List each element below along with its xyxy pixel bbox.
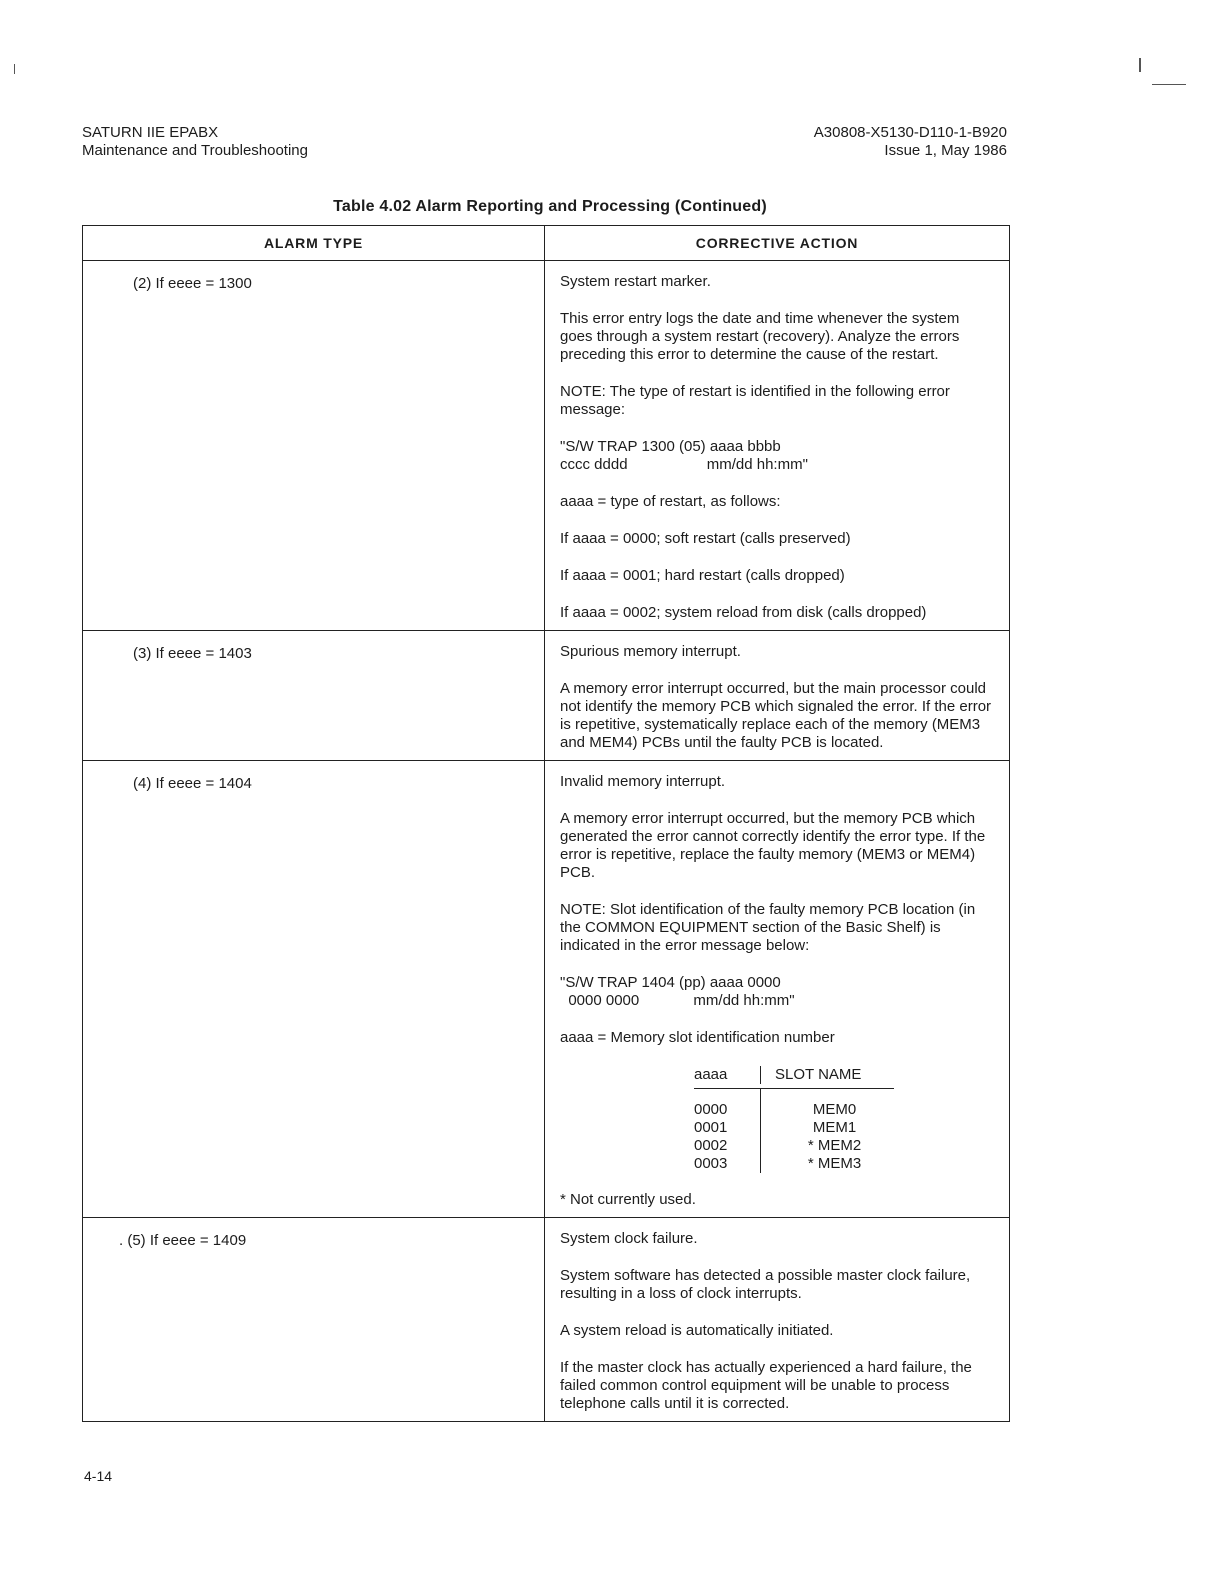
scan-mark <box>14 64 15 74</box>
slot-name: * MEM2 <box>807 1137 862 1154</box>
slot-table-body <box>694 1089 894 1173</box>
table-row <box>83 1218 1009 1421</box>
alarm-type-cell: (3) If eeee = 1403 <box>83 631 545 760</box>
document-number: A30808-X5130-D110-1-B920 <box>813 124 1007 141</box>
table-row <box>83 761 1009 1218</box>
corrective-action-cell <box>545 1218 1009 1421</box>
action-text: If aaaa = 0001; hard restart (calls dropped) <box>560 567 845 584</box>
table-header-row <box>83 226 1009 261</box>
alarm-type-cell: . (5) If eeee = 1409 <box>83 1218 545 1421</box>
manual-section: Maintenance and Troubleshooting <box>82 142 308 159</box>
slot-name-header: SLOT NAME <box>775 1066 862 1083</box>
action-text: If aaaa = 0000; soft restart (calls preserved) <box>560 530 851 547</box>
slot-name: * MEM3 <box>807 1155 862 1172</box>
action-text: A memory error interrupt occurred, but the memory PCB which generated the error cannot correctly identify the error type. If the error is repetitive, replace the faulty memory (MEM3 or MEM4) PCB. <box>560 810 986 881</box>
action-text: This error entry logs the date and time whenever the system goes through a system restart (recovery). Analyze the errors preceding this error to determine the cause of the restart. <box>560 310 960 363</box>
table-row <box>83 631 1009 761</box>
alarm-type-cell: (2) If eeee = 1300 <box>83 261 545 630</box>
slot-name: MEM0 <box>812 1101 857 1118</box>
product-name: SATURN IIE EPABX <box>82 124 219 141</box>
slot-code: 0001 <box>694 1119 761 1137</box>
issue-date: Issue 1, May 1986 <box>884 142 1007 159</box>
footnote: * Not currently used. <box>560 1191 696 1208</box>
slot-table-header <box>694 1066 894 1089</box>
action-text: Spurious memory interrupt. <box>560 643 741 660</box>
action-note: NOTE: The type of restart is identified in the following error message: <box>560 383 950 418</box>
alarm-type-cell: (4) If eeee = 1404 <box>83 761 545 1217</box>
page-number: 4-14 <box>84 1468 113 1484</box>
alarm-table <box>82 225 1010 1422</box>
slot-code: 0003 <box>694 1155 761 1173</box>
running-header-right <box>814 124 1007 160</box>
slot-row <box>694 1119 894 1137</box>
slot-row <box>694 1155 894 1173</box>
scan-mark <box>1152 84 1186 85</box>
error-message-example: "S/W TRAP 1300 (05) aaaa bbbb cccc dddd mm/dd hh:mm" <box>560 438 808 473</box>
corrective-action-header: CORRECTIVE ACTION <box>695 235 859 251</box>
action-text: If the master clock has actually experienced a hard failure, the failed common control equipment will be unable to process telephone calls until it is corrected. <box>560 1359 972 1412</box>
scan-mark <box>1139 58 1141 72</box>
action-note: NOTE: Slot identification of the faulty memory PCB location (in the COMMON EQUIPMENT section of the Basic Shelf) is indicated in the error message below: <box>560 901 976 954</box>
action-text: aaaa = Memory slot identification number <box>560 1029 835 1046</box>
alarm-type-header: ALARM TYPE <box>83 226 545 260</box>
running-header-left <box>82 124 308 160</box>
corrective-action-cell <box>545 631 1009 760</box>
slot-name: MEM1 <box>812 1119 857 1136</box>
action-text: aaaa = type of restart, as follows: <box>560 493 781 510</box>
slot-code: 0000 <box>694 1101 761 1119</box>
slot-row <box>694 1101 894 1119</box>
slot-code-header: aaaa <box>694 1066 761 1084</box>
action-text: A memory error interrupt occurred, but the main processor could not identify the memory PCB which signaled the error. If the error is repetitive, systematically replace each of the memory (MEM3 and MEM4) PCBs until the faulty PCB is located. <box>560 680 992 751</box>
action-text: If aaaa = 0002; system reload from disk (calls dropped) <box>560 604 927 621</box>
action-text: System software has detected a possible master clock failure, resulting in a loss of clock interrupts. <box>560 1267 971 1302</box>
slot-code: 0002 <box>694 1137 761 1155</box>
table-row <box>83 261 1009 631</box>
slot-table <box>694 1066 894 1173</box>
slot-row <box>694 1137 894 1155</box>
corrective-action-cell <box>545 261 1009 630</box>
table-title: Table 4.02 Alarm Reporting and Processing (Continued) <box>333 198 767 215</box>
action-text: System clock failure. <box>560 1230 698 1247</box>
action-text: A system reload is automatically initiated. <box>560 1322 834 1339</box>
error-message-example: "S/W TRAP 1404 (pp) aaaa 0000 0000 0000 mm/dd hh:mm" <box>560 974 795 1009</box>
action-text: System restart marker. <box>560 273 711 290</box>
action-text: Invalid memory interrupt. <box>560 773 726 790</box>
corrective-action-cell <box>545 761 1009 1217</box>
